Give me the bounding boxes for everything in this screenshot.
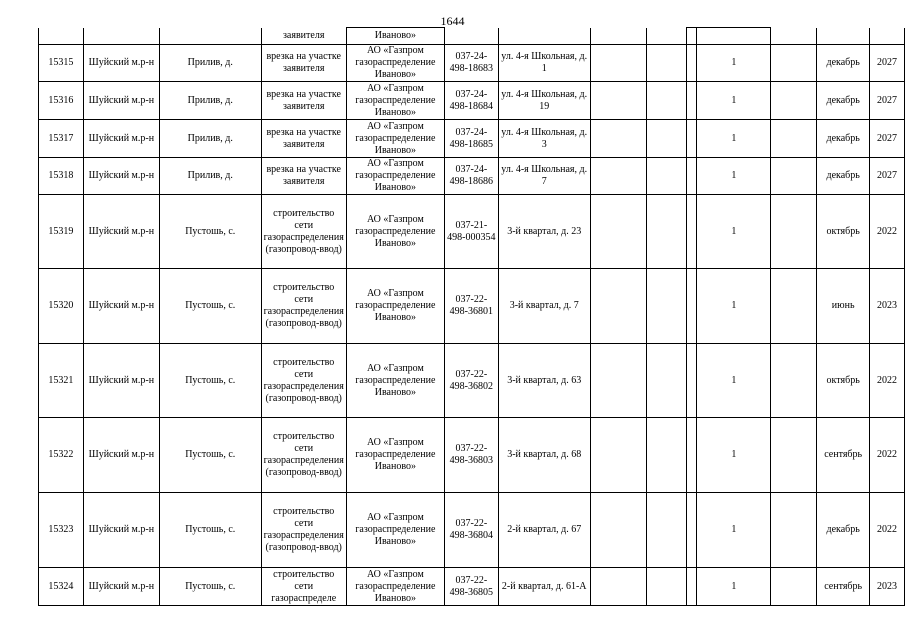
empty-cell <box>590 82 647 120</box>
gap-cell <box>686 45 697 82</box>
empty-cell <box>590 195 647 269</box>
code-cell: 037-22-498-36803 <box>444 418 498 493</box>
empty-cell <box>647 82 686 120</box>
district-cell: Шуйский м.р-н <box>83 120 159 158</box>
empty-cell <box>647 493 686 568</box>
empty-cell <box>590 418 647 493</box>
org-cell: АО «Газпром газораспределение Иваново» <box>346 158 444 195</box>
settlement-cell: Пустошь, с. <box>159 344 261 418</box>
settlement-cell: Прилив, д. <box>159 158 261 195</box>
empty-cell <box>771 269 817 344</box>
row-number-cell: 15320 <box>39 269 84 344</box>
gap-cell <box>686 158 697 195</box>
year-cell: 2022 <box>870 344 905 418</box>
settlement-cell: Пустошь, с. <box>159 195 261 269</box>
empty-cell <box>771 120 817 158</box>
district-cell: Шуйский м.р-н <box>83 195 159 269</box>
year-cell: 2027 <box>870 120 905 158</box>
gap-cell <box>686 493 697 568</box>
empty-cell <box>590 344 647 418</box>
year-cell: 2022 <box>870 493 905 568</box>
month-cell: октябрь <box>817 195 870 269</box>
address-cell: 3-й квартал, д. 68 <box>498 418 590 493</box>
settlement-cell: Прилив, д. <box>159 45 261 82</box>
registry-table <box>38 27 905 606</box>
work-cell: строительство сети газораспределе <box>261 568 346 606</box>
settlement-cell: Пустошь, с. <box>159 568 261 606</box>
month-cell: июнь <box>817 269 870 344</box>
address-cell: 3-й квартал, д. 7 <box>498 269 590 344</box>
quantity-cell: 1 <box>697 158 771 195</box>
row-number-cell: 15322 <box>39 418 84 493</box>
org-cell: Иваново» <box>346 28 444 45</box>
quantity-cell: 1 <box>697 493 771 568</box>
empty-cell <box>590 568 647 606</box>
empty-cell <box>771 82 817 120</box>
address-cell: 2-й квартал, д. 67 <box>498 493 590 568</box>
org-cell: АО «Газпром газораспределение Иваново» <box>346 344 444 418</box>
district-cell: Шуйский м.р-н <box>83 493 159 568</box>
work-cell: заявителя <box>261 28 346 45</box>
empty-cell <box>590 158 647 195</box>
year-cell: 2022 <box>870 195 905 269</box>
address-cell: ул. 4-я Школьная, д. 7 <box>498 158 590 195</box>
table-row <box>39 344 905 418</box>
gap-cell <box>686 344 697 418</box>
quantity-cell: 1 <box>697 344 771 418</box>
empty-cell <box>647 120 686 158</box>
row-number-cell: 15319 <box>39 195 84 269</box>
empty-cell <box>771 158 817 195</box>
quantity-cell: 1 <box>697 82 771 120</box>
empty-cell <box>771 344 817 418</box>
year-cell: 2027 <box>870 158 905 195</box>
code-cell: 037-24-498-18686 <box>444 158 498 195</box>
gap-cell <box>686 568 697 606</box>
address-cell: ул. 4-я Школьная, д. 1 <box>498 45 590 82</box>
district-cell: Шуйский м.р-н <box>83 269 159 344</box>
empty-cell <box>771 45 817 82</box>
empty-cell <box>590 269 647 344</box>
quantity-cell: 1 <box>697 120 771 158</box>
district-cell: Шуйский м.р-н <box>83 344 159 418</box>
year-cell: 2023 <box>870 568 905 606</box>
year-cell: 2022 <box>870 418 905 493</box>
table-row <box>39 493 905 568</box>
month-cell: сентябрь <box>817 568 870 606</box>
month-cell: декабрь <box>817 82 870 120</box>
org-cell: АО «Газпром газораспределение Иваново» <box>346 45 444 82</box>
district-cell: Шуйский м.р-н <box>83 568 159 606</box>
quantity-cell: 1 <box>697 45 771 82</box>
row-number-cell: 15315 <box>39 45 84 82</box>
empty-cell <box>647 269 686 344</box>
row-number-cell: 15317 <box>39 120 84 158</box>
address-cell: 3-й квартал, д. 63 <box>498 344 590 418</box>
table-row <box>39 82 905 120</box>
settlement-cell: Пустошь, с. <box>159 493 261 568</box>
code-cell: 037-22-498-36805 <box>444 568 498 606</box>
district-cell: Шуйский м.р-н <box>83 158 159 195</box>
empty-cell <box>771 195 817 269</box>
empty-cell <box>647 158 686 195</box>
table-row <box>39 195 905 269</box>
empty-cell <box>647 418 686 493</box>
org-cell: АО «Газпром газораспределение Иваново» <box>346 568 444 606</box>
table-row <box>39 45 905 82</box>
empty-cell <box>771 418 817 493</box>
address-cell: 3-й квартал, д. 23 <box>498 195 590 269</box>
month-cell: сентябрь <box>817 418 870 493</box>
district-cell: Шуйский м.р-н <box>83 418 159 493</box>
code-cell: 037-24-498-18685 <box>444 120 498 158</box>
table-row <box>39 120 905 158</box>
work-cell: строительство сети газораспределения (газопровод-ввод) <box>261 195 346 269</box>
empty-cell <box>590 45 647 82</box>
code-cell: 037-24-498-18683 <box>444 45 498 82</box>
work-cell: строительство сети газораспределения (газопровод-ввод) <box>261 418 346 493</box>
org-cell: АО «Газпром газораспределение Иваново» <box>346 493 444 568</box>
address-cell: ул. 4-я Школьная, д. 3 <box>498 120 590 158</box>
quantity-cell: 1 <box>697 195 771 269</box>
quantity-cell: 1 <box>697 568 771 606</box>
table-row <box>39 568 905 606</box>
code-cell: 037-22-498-36802 <box>444 344 498 418</box>
work-cell: врезка на участке заявителя <box>261 120 346 158</box>
row-number-cell: 15316 <box>39 82 84 120</box>
empty-cell <box>647 344 686 418</box>
address-cell: 2-й квартал, д. 61-А <box>498 568 590 606</box>
table-row <box>39 418 905 493</box>
work-cell: строительство сети газораспределения (газопровод-ввод) <box>261 269 346 344</box>
org-cell: АО «Газпром газораспределение Иваново» <box>346 82 444 120</box>
empty-cell <box>647 45 686 82</box>
gap-cell <box>686 195 697 269</box>
row-number-cell: 15324 <box>39 568 84 606</box>
code-cell: 037-24-498-18684 <box>444 82 498 120</box>
empty-cell <box>590 493 647 568</box>
settlement-cell: Прилив, д. <box>159 120 261 158</box>
org-cell: АО «Газпром газораспределение Иваново» <box>346 195 444 269</box>
address-cell: ул. 4-я Школьная, д. 19 <box>498 82 590 120</box>
month-cell: октябрь <box>817 344 870 418</box>
district-cell: Шуйский м.р-н <box>83 45 159 82</box>
table-row <box>39 158 905 195</box>
settlement-cell: Пустошь, с. <box>159 418 261 493</box>
code-cell: 037-21-498-000354 <box>444 195 498 269</box>
year-cell: 2027 <box>870 82 905 120</box>
org-cell: АО «Газпром газораспределение Иваново» <box>346 120 444 158</box>
settlement-cell: Прилив, д. <box>159 82 261 120</box>
row-number-cell: 15318 <box>39 158 84 195</box>
work-cell: строительство сети газораспределения (газопровод-ввод) <box>261 344 346 418</box>
empty-cell <box>647 568 686 606</box>
org-cell: АО «Газпром газораспределение Иваново» <box>346 269 444 344</box>
work-cell: строительство сети газораспределения (газопровод-ввод) <box>261 493 346 568</box>
gap-cell <box>686 269 697 344</box>
table-row-continuation <box>39 28 905 45</box>
work-cell: врезка на участке заявителя <box>261 82 346 120</box>
work-cell: врезка на участке заявителя <box>261 158 346 195</box>
year-cell: 2027 <box>870 45 905 82</box>
org-cell: АО «Газпром газораспределение Иваново» <box>346 418 444 493</box>
month-cell: декабрь <box>817 493 870 568</box>
district-cell: Шуйский м.р-н <box>83 82 159 120</box>
table-row <box>39 269 905 344</box>
empty-cell <box>771 493 817 568</box>
month-cell: декабрь <box>817 120 870 158</box>
empty-cell <box>647 195 686 269</box>
month-cell: декабрь <box>817 158 870 195</box>
code-cell: 037-22-498-36804 <box>444 493 498 568</box>
code-cell: 037-22-498-36801 <box>444 269 498 344</box>
year-cell: 2023 <box>870 269 905 344</box>
row-number-cell: 15323 <box>39 493 84 568</box>
gap-cell <box>686 418 697 493</box>
page-number: 1644 <box>440 14 465 28</box>
quantity-cell: 1 <box>697 269 771 344</box>
empty-cell <box>590 120 647 158</box>
gap-cell <box>686 82 697 120</box>
quantity-cell: 1 <box>697 418 771 493</box>
gap-cell <box>686 120 697 158</box>
row-number-cell: 15321 <box>39 344 84 418</box>
work-cell: врезка на участке заявителя <box>261 45 346 82</box>
empty-cell <box>771 568 817 606</box>
settlement-cell: Пустошь, с. <box>159 269 261 344</box>
month-cell: декабрь <box>817 45 870 82</box>
